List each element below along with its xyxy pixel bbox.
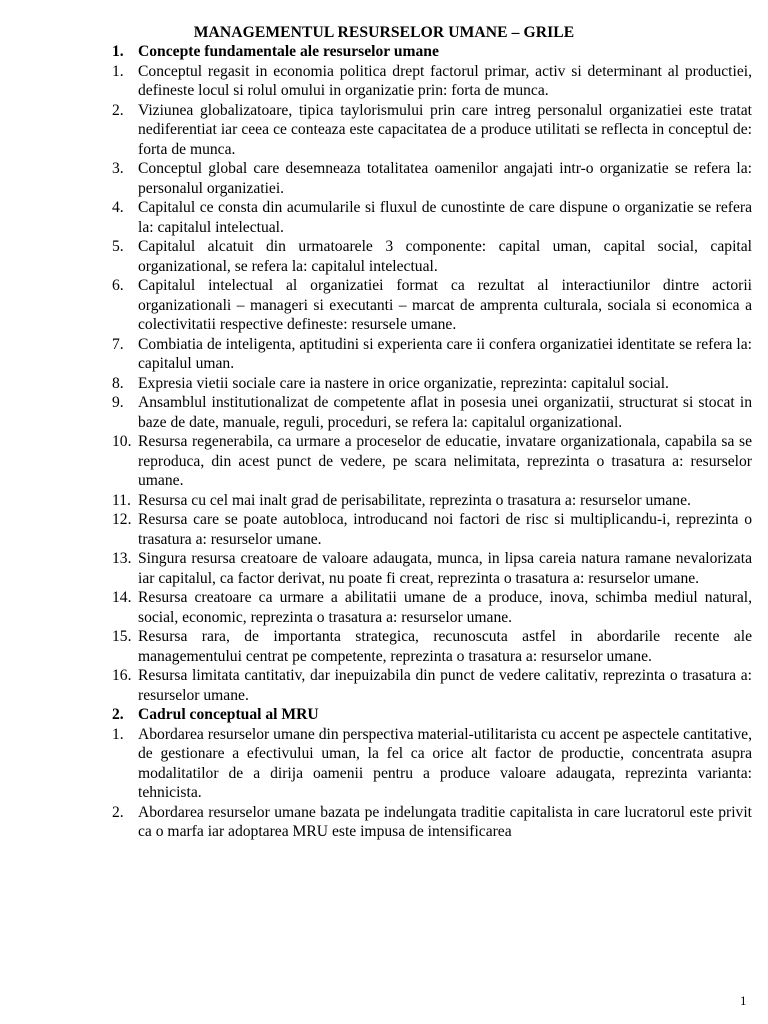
item-text: Ansamblul institutionalizat de competente aflat in posesia unei organizatii, structurat si stocat in baze de date, manuale, reguli, proceduri, se refera la: capitalul organizational. [138,394,752,431]
item-number: 10. [112,433,132,450]
item-text: Conceptul regasit in economia politica drept factorul primar, activ si determinant al productiei, defineste locul si rolul omului in organizatie prin: forta de munca. [138,62,752,99]
page-number: 1 [740,993,747,1008]
item-number: 2. [112,101,124,119]
item-text: Capitalul alcatuit din urmatoarele 3 componente: capital uman, capital social, capital organizational, se refera la: capitalul intelectual. [138,238,752,275]
section-heading [112,705,752,725]
list-item [112,491,752,511]
list-item [112,101,752,160]
document-title: MANAGEMENTUL RESURSELOR UMANE – GRILE [193,24,575,41]
item-number: 15. [112,628,132,645]
item-number: 14. [112,589,132,606]
item-text: Conceptul global care desemneaza totalitatea oamenilor angajati intr-o organizatie se refera la: personalul organizatiei. [138,160,752,197]
list-item [112,627,752,666]
section-title: Concepte fundamentale ale resurselor umane [138,43,439,60]
section-title: Cadrul conceptual al MRU [138,706,319,723]
list-item [112,335,752,374]
list-item [112,725,752,803]
item-text: Resursa limitata cantitativ, dar inepuizabila din punct de vedere calitativ, reprezinta o trasatura a: resurselor umane. [138,667,752,704]
section-number: 2. [112,706,124,723]
list-item [112,62,752,101]
list-item [112,159,752,198]
list-item [112,549,752,588]
list-item [112,276,752,335]
item-text: Abordarea resurselor umane bazata pe indelungata traditie capitalista in care lucratorul este privit ca o marfa iar adoptarea MRU este impusa de intensificarea [138,803,752,840]
list-item [112,588,752,627]
document-content [112,42,752,842]
section-number: 1. [112,43,124,60]
item-number: 13. [112,550,132,567]
item-text: Resursa care se poate autobloca, introducand noi factori de risc si multiplicandu-i, reprezinta o trasatura a: resurselor umane. [138,511,752,548]
item-text: Expresia vietii sociale care ia nastere in orice organizatie, reprezinta: capitalul social. [138,374,669,392]
item-number: 7. [112,335,124,353]
item-text: Viziunea globalizatoare, tipica taylorismului prin care intreg personalul organizatiei este tratat nediferentiat iar ceea ce conteaza este capacitatea de a produce utilitati se reflecta in conceptul de: forta de munca. [138,101,752,158]
item-number: 8. [112,374,124,392]
item-text: Resursa regenerabila, ca urmare a proceselor de educatie, invatare organizationala, capabila sa se reproduca, din acest punct de vedere, pe scara nelimitata, reprezinta o trasatura a: resurselor umane. [138,433,752,489]
item-number: 16. [112,667,132,684]
item-number: 5. [112,238,124,255]
item-text: Singura resursa creatoare de valoare adaugata, munca, in lipsa careia natura ramane nevalorizata iar capitalul, ca factor derivat, nu poate fi creat, reprezinta o trasatura a: resurselor umane. [138,550,752,587]
list-item [112,198,752,237]
item-number: 11. [112,491,131,509]
list-item [112,237,752,276]
item-number: 4. [112,199,124,216]
item-number: 1. [112,725,124,743]
list-item [112,374,752,394]
item-number: 9. [112,394,124,411]
section-heading [112,42,752,62]
item-text: Abordarea resurselor umane din perspectiva material-utilitarista cu accent pe aspectele cantitative, de gestionare a efectivului uman, la fel ca orice alt factor de productie, concentrata asupra modalitatilor de a dirija oamenii pentru a produce valoare adaugata, reprezinta varianta: tehnicista. [138,725,752,801]
item-text: Resursa creatoare ca urmare a abilitatii umane de a produce, inova, schimba mediul natural, social, economic, reprezinta o trasatura a: resurselor umane. [138,589,752,626]
item-text: Combiatia de inteligenta, aptitudini si experienta care ii confera organizatiei identitate se refera la: capitalul uman. [138,335,752,372]
list-item [112,803,752,842]
item-number: 3. [112,160,124,177]
item-text: Capitalul intelectual al organizatiei format ca rezultat al interactiunilor dintre actorii organizationali – manageri si executanti – marcat de amprenta culturala, sociala si economica a colectivitatii respective defineste: resursele umane. [138,277,752,333]
list-item [112,666,752,705]
item-number: 12. [112,511,132,528]
item-number: 1. [112,62,124,80]
item-number: 2. [112,803,124,821]
list-item [112,432,752,491]
item-number: 6. [112,277,124,294]
item-text: Capitalul ce consta din acumularile si fluxul de cunostinte de care dispune o organizatie se refera la: capitalul intelectual. [138,199,752,236]
list-item [112,510,752,549]
item-text: Resursa cu cel mai inalt grad de perisabilitate, reprezinta o trasatura a: resurselor umane. [138,491,691,509]
item-text: Resursa rara, de importanta strategica, recunoscuta astfel in abordarile recente ale managementului centrat pe competente, reprezinta o trasatura a: resurselor umane. [138,628,752,665]
list-item [112,393,752,432]
